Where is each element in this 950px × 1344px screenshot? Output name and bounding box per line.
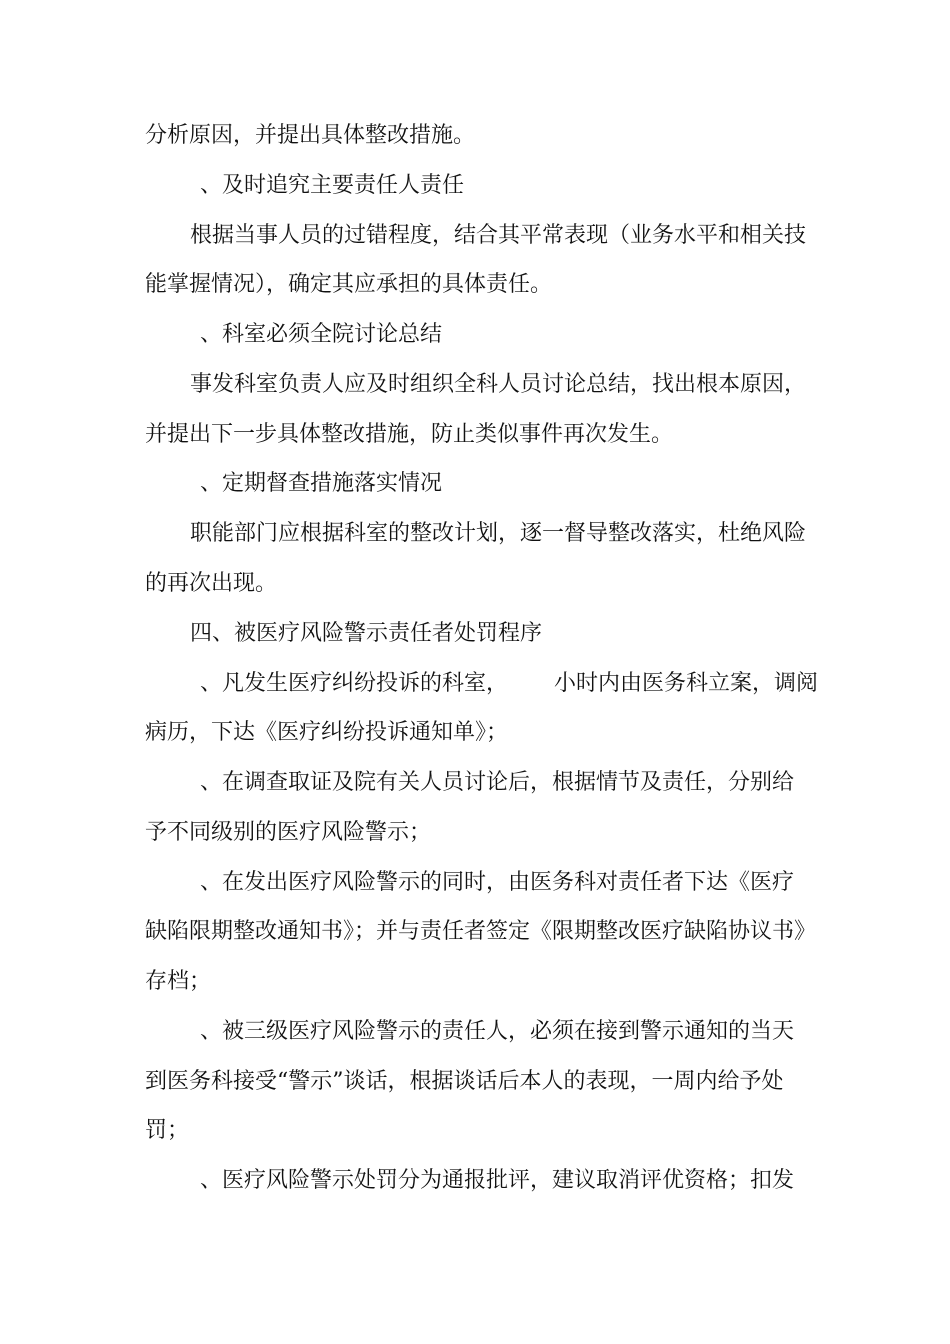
text-line: 到医务科接受“警示”谈话，根据谈话后本人的表现，一周内给予处 bbox=[145, 1069, 784, 1094]
text-line: 、在发出医疗风险警示的同时，由医务科对责任者下达《医疗 bbox=[200, 870, 795, 895]
section-heading: 、定期督查措施落实情况 bbox=[200, 471, 443, 496]
text-line: 、在调查取证及院有关人员讨论后，根据情节及责任，分别给 bbox=[200, 770, 795, 795]
text-line: 并提出下一步具体整改措施，防止类似事件再次发生。 bbox=[145, 422, 674, 447]
text-line: 的再次出现。 bbox=[145, 571, 278, 596]
text-line: 能掌握情况），确定其应承担的具体责任。 bbox=[145, 272, 553, 297]
section-heading: 、及时追究主要责任人责任 bbox=[200, 173, 465, 198]
text-line: 事发科室负责人应及时组织全科人员讨论总结，找出根本原因， bbox=[190, 372, 807, 397]
section-heading: 、科室必须全院讨论总结 bbox=[200, 322, 443, 347]
text-line: 存档； bbox=[145, 969, 212, 994]
text-segment: 、凡发生医疗纠纷投诉的科室， bbox=[200, 671, 509, 696]
text-line: 罚； bbox=[145, 1118, 190, 1143]
text-line bbox=[200, 669, 818, 699]
text-line: 缺陷限期整改通知书》；并与责任者签定《限期整改医疗缺陷协议书》 bbox=[145, 919, 817, 944]
text-line: 、医疗风险警示处罚分为通报批评，建议取消评优资格；扣发 bbox=[200, 1168, 795, 1193]
text-segment: 小时内由医务科立案，调阅 bbox=[554, 671, 819, 696]
text-line: 根据当事人员的过错程度，结合其平常表现（业务水平和相关技 bbox=[190, 223, 807, 248]
text-line: 予不同级别的医疗风险警示； bbox=[145, 820, 432, 845]
text-line: 分析原因，并提出具体整改措施。 bbox=[145, 123, 476, 148]
text-line: 、被三级医疗风险警示的责任人，必须在接到警示通知的当天 bbox=[200, 1019, 795, 1044]
text-line: 病历，下达《医疗纠纷投诉通知单》； bbox=[145, 720, 509, 745]
section-heading: 四、被医疗风险警示责任者处罚程序 bbox=[190, 621, 543, 646]
text-line: 职能部门应根据科室的整改计划，逐一督导整改落实，杜绝风险 bbox=[190, 521, 807, 546]
